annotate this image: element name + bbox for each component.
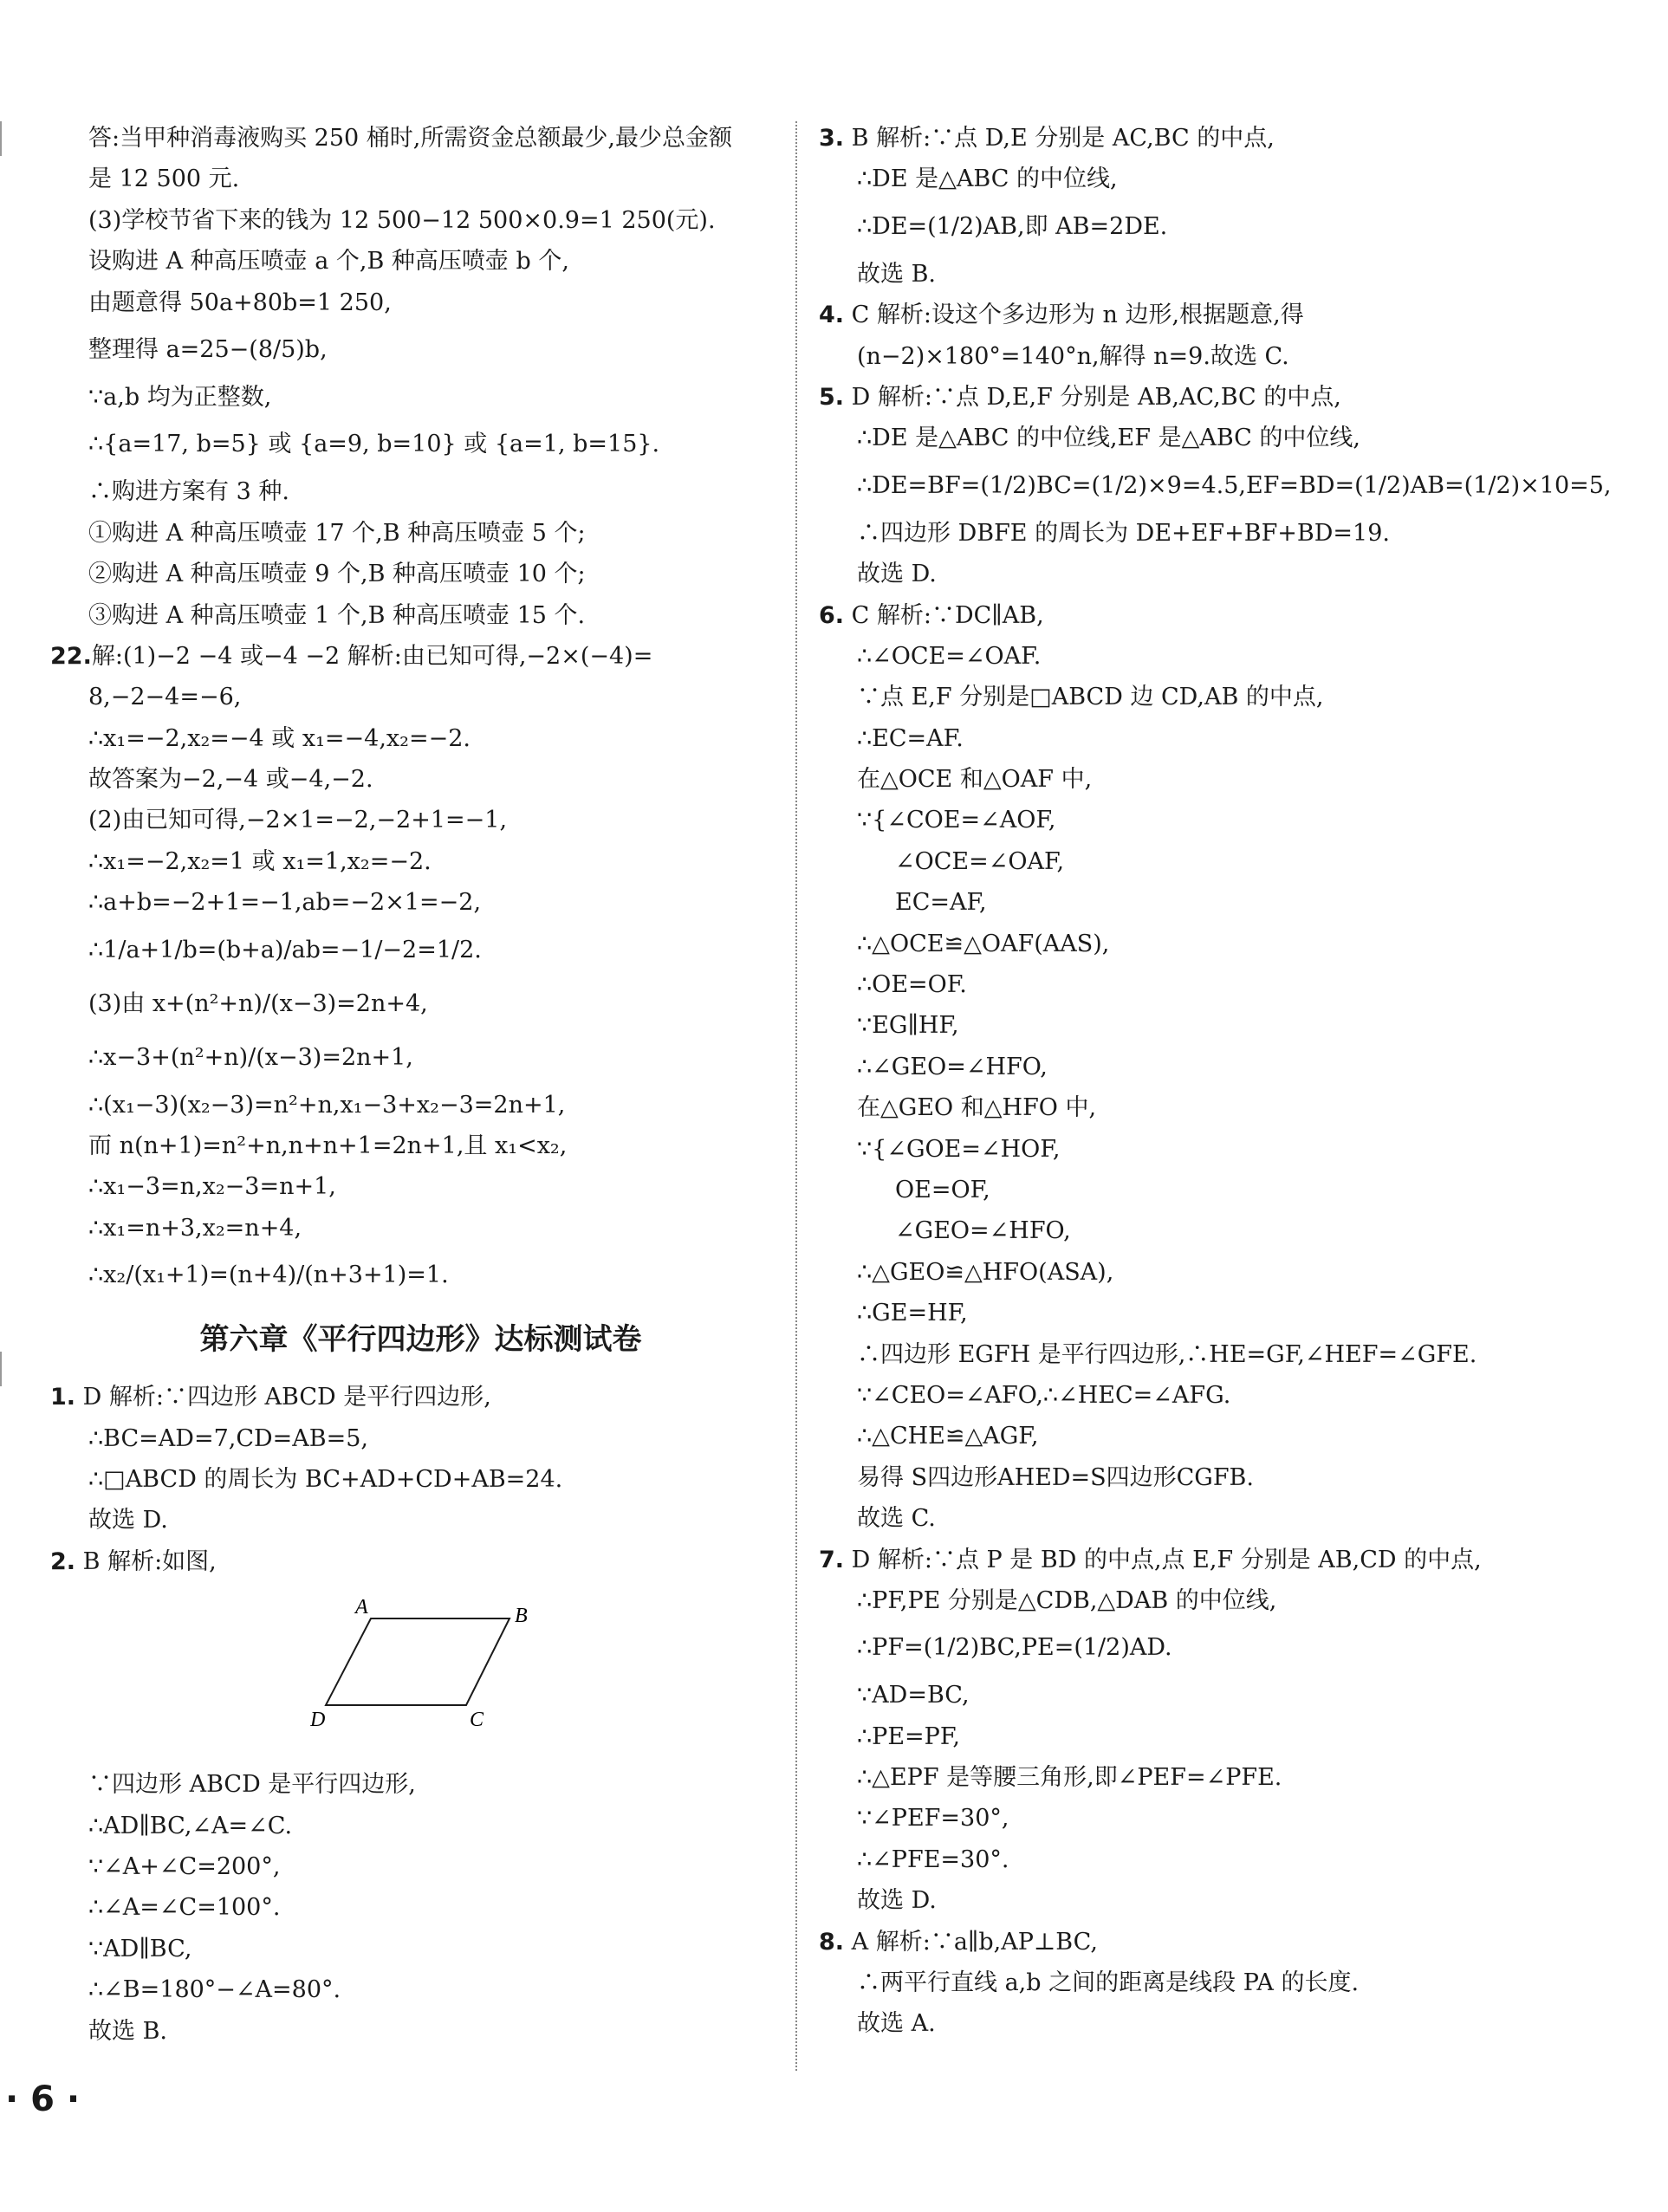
text-line: EC=AF, [895, 889, 987, 917]
text-line: ∴∠GEO=∠HFO, [857, 1053, 1048, 1080]
text-line: ∴四边形 EGFH 是平行四边形,∴HE=GF,∠HEF=∠GFE. [857, 1340, 1477, 1368]
text-line: ∠OCE=∠OAF, [895, 847, 1065, 875]
text-line: D 解析:∵点 P 是 BD 的中点,点 E,F 分别是 AB,CD 的中点, [851, 1546, 1482, 1573]
text-line: ∴∠PFE=30°. [857, 1845, 1009, 1873]
text-line: ∴x₁=−2,x₂=1 或 x₁=1,x₂=−2. [88, 847, 432, 875]
text-line: C 解析:∵DC∥AB, [851, 601, 1044, 629]
question-number: 1. [50, 1384, 76, 1411]
text-line: ③购进 A 种高压喷壶 1 个,B 种高压喷壶 15 个. [88, 601, 586, 629]
text-line: ∵AD=BC, [857, 1682, 970, 1709]
text-line: 设购进 A 种高压喷壶 a 个,B 种高压喷壶 b 个, [88, 248, 569, 276]
text-line: 答:当甲种消毒液购买 250 桶时,所需资金总额最少,最少总金额 [88, 125, 732, 152]
text-line: ∵点 E,F 分别是□ABCD 边 CD,AB 的中点, [857, 684, 1324, 711]
parallelogram-figure [50, 1582, 791, 1764]
question-number: 4. [819, 302, 845, 329]
question-7 [819, 1540, 1625, 1580]
text-line: (2)由已知可得,−2×1=−2,−2+1=−1, [88, 807, 508, 834]
page-number: · 6 · [5, 2079, 81, 2119]
question-4 [819, 295, 1625, 335]
text-line: ∴GE=HF, [857, 1300, 968, 1327]
question-8 [819, 1922, 1625, 1962]
text-line: ∴x₁−3=n,x₂−3=n+1, [88, 1173, 336, 1201]
text-line: 故选 B. [88, 2017, 168, 2045]
text-line: ∴两平行直线 a,b 之间的距离是线段 PA 的长度. [857, 1969, 1360, 1997]
text-line: ∵{∠GOE=∠HOF, [857, 1135, 1061, 1163]
text-line: B 解析:如图, [82, 1547, 217, 1575]
text-line: ∵∠CEO=∠AFO,∴∠HEC=∠AFG. [857, 1381, 1231, 1409]
text-line: ∵{∠COE=∠AOF, [857, 807, 1056, 834]
text-line: 故选 C. [857, 1505, 936, 1533]
question-number: 7. [819, 1546, 845, 1573]
vertex-label-b: B [515, 1605, 528, 1628]
text-line: B 解析:∵点 D,E 分别是 AC,BC 的中点, [851, 125, 1275, 152]
text-line: ∴(x₁−3)(x₂−3)=n²+n,x₁−3+x₂−3=2n+1, [88, 1091, 566, 1119]
text-line: ∵四边形 ABCD 是平行四边形, [88, 1771, 416, 1799]
text-line: (n−2)×180°=140°n,解得 n=9.故选 C. [857, 342, 1289, 370]
text-line: ∴△CHE≌△AGF, [857, 1423, 1039, 1450]
text-line: ∵∠A+∠C=200°, [88, 1852, 281, 1880]
vertex-label-a: A [355, 1596, 368, 1619]
text-line: ∴PF,PE 分别是△CDB,△DAB 的中位线, [857, 1586, 1277, 1614]
text-line: A 解析:∵a∥b,AP⊥BC, [851, 1928, 1098, 1956]
text-line: ∵∠PEF=30°, [857, 1805, 1009, 1833]
text-line: ∴x−3+(n²+n)/(x−3)=2n+1, [88, 1043, 413, 1071]
text-line: ∴□ABCD 的周长为 BC+AD+CD+AB=24. [88, 1465, 563, 1493]
text-line: ∴DE 是△ABC 的中位线,EF 是△ABC 的中位线, [857, 425, 1361, 452]
text-line: ∴AD∥BC,∠A=∠C. [88, 1812, 293, 1839]
text-line: 整理得 a=25−(8/5)b, [88, 335, 328, 363]
text-line: ②购进 A 种高压喷壶 9 个,B 种高压喷壶 10 个; [88, 561, 586, 588]
text-line: ∴∠B=180°−∠A=80°. [88, 1976, 341, 2004]
text-line: 易得 S四边形AHED=S四边形CGFB. [857, 1463, 1254, 1491]
question-22 [50, 636, 791, 677]
text-line: 故选 A. [857, 2010, 936, 2038]
edge-mark [0, 1352, 9, 1386]
text-line: ∴△GEO≌△HFO(ASA), [857, 1258, 1114, 1286]
text-line: ∴△EPF 是等腰三角形,即∠PEF=∠PFE. [857, 1764, 1282, 1792]
text-line: D 解析:∵四边形 ABCD 是平行四边形, [82, 1384, 491, 1411]
text-line: OE=OF, [895, 1176, 990, 1203]
text-line: D 解析:∵点 D,E,F 分别是 AB,AC,BC 的中点, [851, 383, 1341, 411]
text-line: ∴EC=AF. [857, 724, 964, 752]
question-number: 2. [50, 1547, 76, 1575]
text-line: 故选 D. [857, 561, 937, 588]
text-line: 故选 D. [88, 1507, 168, 1534]
question-5 [819, 377, 1625, 418]
text-line: ∵a,b 均为正整数, [88, 383, 272, 411]
text-line: ∴△OCE≌△OAF(AAS), [857, 930, 1110, 957]
text-line: 故选 D. [857, 1887, 937, 1915]
text-line: ①购进 A 种高压喷壶 17 个,B 种高压喷壶 5 个; [88, 519, 586, 547]
text-line: ∴∠A=∠C=100°. [88, 1894, 281, 1922]
text-line: 是 12 500 元. [88, 165, 240, 193]
vertex-label-c: C [470, 1709, 484, 1730]
question-2 [50, 1541, 791, 1582]
question-number: 8. [819, 1928, 845, 1956]
text-line: 由题意得 50a+80b=1 250, [88, 289, 392, 316]
right-column [819, 118, 1625, 2045]
text-line: ∴四边形 DBFE 的周长为 DE+EF+BF+BD=19. [857, 519, 1390, 547]
parallelogram-shape [326, 1618, 509, 1705]
question-1 [50, 1377, 791, 1417]
text-line: ∴1/a+1/b=(b+a)/ab=−1/−2=1/2. [88, 936, 482, 963]
text-line: ∴购进方案有 3 种. [88, 478, 289, 506]
text-line: ∴a+b=−2+1=−1,ab=−2×1=−2, [88, 889, 482, 917]
text-line: ∴BC=AD=7,CD=AB=5, [88, 1424, 368, 1452]
text-line: ∴x₁=−2,x₂=−4 或 x₁=−4,x₂=−2. [88, 724, 471, 752]
vertex-label-d: D [310, 1709, 326, 1730]
text-line: ∴DE=BF=(1/2)BC=(1/2)×9=4.5,EF=BD=(1/2)AB=(1/2)×10=5, [857, 471, 1612, 499]
text-line: 故答案为−2,−4 或−4,−2. [88, 766, 373, 794]
question-3 [819, 118, 1625, 159]
question-number: 6. [819, 601, 845, 629]
question-6 [819, 595, 1625, 636]
text-line: ∴DE 是△ABC 的中位线, [857, 165, 1118, 193]
text-line: ∠GEO=∠HFO, [895, 1217, 1071, 1245]
edge-mark [0, 121, 9, 156]
text-line: ∴{a=17, b=5} 或 {a=9, b=10} 或 {a=1, b=15}. [88, 431, 660, 458]
text-line: 故选 B. [857, 260, 937, 288]
text-line: ∴x₂/(x₁+1)=(n+4)/(n+3+1)=1. [88, 1262, 449, 1289]
text-line: ∴PE=PF, [857, 1722, 960, 1750]
text-line: 在△GEO 和△HFO 中, [857, 1094, 1097, 1122]
text-line: (3)学校节省下来的钱为 12 500−12 500×0.9=1 250(元). [88, 206, 716, 234]
question-number: 5. [819, 383, 845, 411]
chapter-title: 第六章《平行四边形》达标测试卷 [199, 1322, 642, 1358]
parallelogram-diagram [310, 1582, 544, 1729]
text-line: ∴DE=(1/2)AB,即 AB=2DE. [857, 212, 1168, 240]
text-line: ∴PF=(1/2)BC,PE=(1/2)AD. [857, 1634, 1172, 1662]
text-line: 而 n(n+1)=n²+n,n+n+1=2n+1,且 x₁<x₂, [88, 1132, 568, 1160]
text-line: ∴OE=OF. [857, 971, 967, 999]
text-line: ∵AD∥BC, [88, 1935, 192, 1962]
text-line: ∴∠OCE=∠OAF. [857, 642, 1042, 670]
text-line: ∴x₁=n+3,x₂=n+4, [88, 1214, 302, 1242]
text-line: 8,−2−4=−6, [88, 684, 242, 711]
text-line: (3)由 x+(n²+n)/(x−3)=2n+4, [88, 989, 428, 1017]
left-column [50, 118, 791, 2052]
text-line: 解:(1)−2 −4 或−4 −2 解析:由已知可得,−2×(−4)= [91, 642, 653, 670]
question-number: 3. [819, 125, 845, 152]
text-line: 在△OCE 和△OAF 中, [857, 766, 1093, 794]
question-number: 22. [50, 642, 92, 670]
column-divider [795, 121, 797, 2071]
text-line: C 解析:设这个多边形为 n 边形,根据题意,得 [851, 302, 1304, 329]
text-line: ∵EG∥HF, [857, 1012, 959, 1040]
